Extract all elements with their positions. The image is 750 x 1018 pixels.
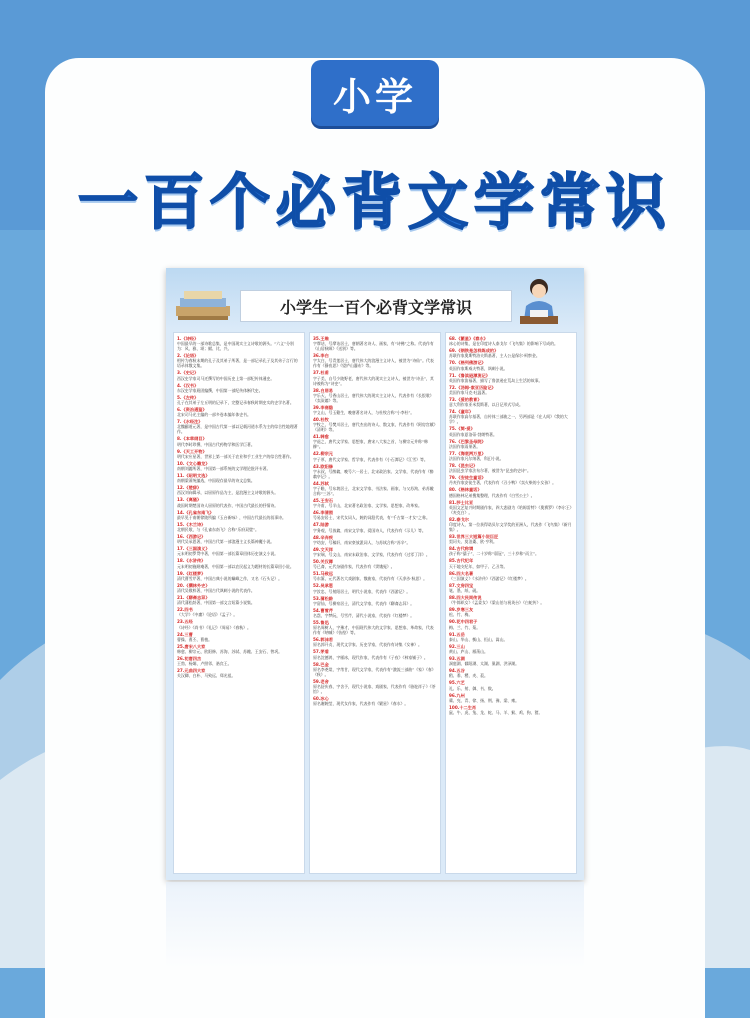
- poster-column-middle: [309, 332, 441, 874]
- poster-entry-body: 洞庭湖、鄱阳湖、太湖、巢湖、洪泽湖。: [449, 661, 520, 667]
- poster-entry-body: 英国作家斯威夫特著，讽刺小说。: [449, 365, 508, 371]
- poster-entry-title: 2.《论语》: [177, 353, 199, 359]
- poster-entry-body: 字子厚，唐代文学家、哲学家，代表作有《小石潭记》《江雪》等。: [313, 456, 428, 462]
- poster-entry: [177, 534, 301, 544]
- poster-entry-title: 44.苏轼: [313, 480, 329, 486]
- poster-entry-title: 56.郭沫若: [313, 637, 333, 643]
- poster-entry: [177, 558, 301, 568]
- poster-entry: [313, 464, 437, 479]
- poster-entry: [177, 656, 301, 666]
- poster-entry: [177, 595, 301, 605]
- poster-entry-body: 美国作家马克·吐温著。: [449, 390, 490, 396]
- poster-column-left: [173, 332, 305, 874]
- poster-entry-body: 明代吴承恩著，中国古代第一部浪漫主义长篇神魔小说。: [177, 539, 275, 545]
- poster-entry: [449, 619, 573, 629]
- poster-entry: [177, 522, 301, 532]
- poster-entry: [449, 534, 573, 544]
- poster-entry-title: 53.蒲松龄: [313, 595, 333, 601]
- poster-entry-title: 18.《水浒传》: [177, 558, 206, 564]
- poster-entry-body: 原名沈德鸿，字雁冰，现代作家，代表作有《子夜》《林家铺子》。: [313, 654, 428, 660]
- poster-entry: [313, 696, 437, 706]
- poster-entry: [177, 419, 301, 434]
- poster-entry-body: 《诗经》《尚书》《礼记》《周易》《春秋》。: [177, 624, 251, 630]
- poster-entry-body: 英国作家夏洛蒂·勃朗特著。: [449, 431, 497, 437]
- poster-entry: [313, 559, 437, 569]
- poster-entry-title: 22.四书: [177, 607, 193, 613]
- poster-entry: [449, 632, 573, 642]
- poster-entry-title: 54.曹雪芹: [313, 607, 333, 613]
- poster-entry-body: 字宋瑞，号文山，南宋末政治家、文学家，代表作有《过零丁洋》。: [313, 552, 430, 558]
- poster-entry-title: 77.《海底两万里》: [449, 450, 486, 456]
- poster-entry-body: 印度诗人，第一位获得诺贝尔文学奖的亚洲人，代表作《飞鸟集》《新月集》。: [449, 522, 572, 533]
- poster-entry-body: 号易安居士，宋代女词人，婉约词派代表，有“千古第一才女”之称。: [313, 515, 430, 521]
- poster-entry-title: 49.文天祥: [313, 546, 333, 552]
- poster-entry-body: 原名周树人，字豫才，中国现代伟大的文学家、思想家、革命家，代表作有《呐喊》《彷徨》等。: [313, 625, 434, 636]
- poster-entry-body: 号已斋，元代杂剧作家，代表作有《窦娥冤》。: [313, 564, 395, 570]
- poster-entry: [449, 693, 573, 703]
- poster-entry: [313, 405, 437, 415]
- poster-entry-title: 41.韩愈: [313, 434, 329, 440]
- poster-entry-body: 西汉刘向辑录，以屈原作品为主，是浪漫主义诗歌的源头。: [177, 490, 279, 496]
- poster-entry: [177, 353, 301, 368]
- poster-entry-title: 76.《巴黎圣母院》: [449, 438, 486, 444]
- poster-entry-title: 4.《汉书》: [177, 382, 199, 388]
- poster-entry: [177, 449, 301, 459]
- books-illustration: [174, 288, 234, 322]
- poster-entry-body: 字介甫，号半山，北宋著名政治家、文学家、思想家、改革家。: [313, 503, 422, 509]
- poster-entry-title: 80.《格林童话》: [449, 487, 482, 493]
- poster-entry-body: 原名舒庆春，字舍予，现代小说家、戏剧家，代表作有《骆驼祥子》《茶馆》。: [313, 684, 436, 695]
- poster-entry-title: 35.王维: [313, 336, 329, 341]
- main-title: 一百个必背文学常识: [78, 168, 672, 238]
- poster-entry-title: 87.文房四宝: [449, 582, 474, 588]
- poster-entry-body: 字留仙，号柳泉居士，清代文学家，代表作《聊斋志异》。: [313, 600, 415, 606]
- poster-entry-body: 《三国演义》《水浒传》《西游记》《红楼梦》。: [449, 575, 529, 581]
- poster-entry-body: 《牛郎织女》《孟姜女》《梁山伯与祝英台》《白蛇传》。: [449, 600, 545, 606]
- poster-entry-title: 38.白居易: [313, 387, 333, 393]
- poster-entry-title: 59.老舍: [313, 678, 329, 684]
- poster-entry-body: 意大利作家亚米契斯著，以日记形式写成。: [449, 402, 523, 408]
- poster-entry: [177, 336, 301, 351]
- poster-entry-body: 稻、黍、稷、麦、菽。: [449, 673, 488, 679]
- poster-entry: [177, 473, 301, 483]
- poster-entry-body: 泰山、华山、衡山、恒山、嵩山。: [449, 636, 508, 642]
- poster-entry: [177, 497, 301, 507]
- poster-entry: [449, 463, 573, 473]
- poster-entry-title: 60.冰心: [313, 696, 329, 702]
- poster-entry: [177, 407, 301, 417]
- poster-entry: [313, 353, 437, 368]
- poster-entry-body: 字义山，号玉谿生，晚唐著名诗人，与杜牧合称“小李杜”。: [313, 410, 415, 416]
- poster-entry: [177, 607, 301, 617]
- poster-entry: [177, 395, 301, 405]
- poster-entry-title: 20.《儒林外史》: [177, 582, 210, 588]
- poster-entry: [313, 370, 437, 385]
- poster-entry-title: 13.《离骚》: [177, 497, 202, 503]
- poster-entry-title: 86.四大名著: [449, 570, 474, 576]
- poster-entry-title: 72.《汤姆·索亚历险记》: [449, 384, 496, 390]
- poster-entry-body: 字子美，自号少陵野老，唐代伟大的现实主义诗人，被誉为“诗圣”，其诗被称为“诗史”。: [313, 375, 434, 386]
- poster-entry: [313, 547, 437, 557]
- poster-entry-title: 52.吴承恩: [313, 583, 333, 589]
- poster-entry-title: 10.《文心雕龙》: [177, 460, 210, 466]
- poster-entry-body: 清代曹雪芹著，中国古典小说的巅峰之作，又名《石头记》。: [177, 575, 283, 581]
- poster-entry: [313, 637, 437, 647]
- poster-entry-body: 相传为春秋末期的孔子及其弟子所著，是一部记录孔子及其弟子言行的语录体散文集。: [177, 358, 298, 369]
- poster-entry-body: 原名郭开贞，现代文学家、历史学家，代表作有诗集《女神》。: [313, 642, 422, 648]
- poster-entry: [449, 571, 573, 581]
- poster-entry-title: 37.杜甫: [313, 370, 329, 376]
- poster-entry: [449, 426, 573, 436]
- poster-entry-title: 27.元曲四大家: [177, 668, 206, 674]
- poster-entry: [449, 705, 573, 715]
- poster-title: 小学生一百个必背文学常识: [240, 290, 512, 322]
- poster-entry-body: 清代吴敬梓著，中国古代讽刺小说的代表作。: [177, 588, 255, 594]
- poster-entry-title: 1.《诗经》: [177, 336, 199, 341]
- poster-entry-body: 字退之，唐代文学家、思想家，唐宋八大家之首，与柳宗元并称“韩柳”。: [313, 439, 428, 450]
- poster-entry-body: 北魏郦道元著，是中国古代第一部以记载河道水系为主的综合性地理著作。: [177, 424, 298, 435]
- poster-entry-title: 5.《左传》: [177, 394, 199, 400]
- poster-entry-title: 23.五经: [177, 619, 193, 625]
- poster-entry-body: 孔子在其弟子左丘明的记录下，完整记录春秋时期史实的史学名著。: [177, 400, 294, 406]
- poster-entry: [449, 656, 573, 666]
- poster-entry-title: 78.《昆虫记》: [449, 463, 478, 469]
- poster-entry-body: 曹操、曹丕、曹植。: [177, 636, 213, 642]
- poster-entry-body: 东汉史学家班固编撰，中国第一部纪传体断代史。: [177, 387, 263, 393]
- poster-entry-title: 25.唐宋八大家: [177, 643, 206, 649]
- poster-entry-title: 93.五湖: [449, 656, 465, 662]
- poster-entry-body: 中国最早的一部诗歌总集，是中国现实主义诗歌的源头。“六义”分别为：风、雅、颂；赋、比、兴。: [177, 341, 294, 352]
- poster-entry-title: 12.《楚辞》: [177, 485, 202, 491]
- poster-entry-title: 74.《童年》: [449, 409, 474, 415]
- poster-entry: [313, 571, 437, 581]
- poster-entry: [313, 388, 437, 403]
- poster-entry-body: 苏联作家奥斯特洛夫斯基著，主人公是保尔·柯察金。: [449, 353, 540, 359]
- poster-entry-body: 战国时期楚国诗人屈原的代表作，中国古代最长的抒情诗。: [177, 502, 279, 508]
- poster-entry-body: 冀、兖、青、徐、扬、荆、豫、梁、雍。: [449, 697, 520, 703]
- poster-entry-body: 法国作家凡尔纳著，科幻小说。: [449, 456, 504, 462]
- poster-entry-body: 梅、兰、竹、菊。: [449, 624, 481, 630]
- poster-entry: [449, 644, 573, 654]
- poster-entry-body: 松、竹、梅。: [449, 612, 473, 618]
- poster-entry-body: 明代李时珍撰，中国古代药物学和医学巨著。: [177, 441, 255, 447]
- poster-entry-body: 孩子称“孺子”，二十岁称“弱冠”，三十岁称“而立”。: [449, 551, 539, 557]
- poster-entry-body: 字汝忠，号射阳居士，明代小说家，代表作《西游记》。: [313, 588, 411, 594]
- poster-entry-title: 40.杜牧: [313, 417, 329, 423]
- poster-entry-title: 92.三山: [449, 643, 465, 649]
- poster-entry-title: 94.五谷: [449, 668, 465, 674]
- poster-entry-title: 58.巴金: [313, 661, 329, 667]
- poster-column-right: [445, 332, 577, 874]
- poster-entry-body: 字永叔，号醉翁，晚号六一居士，北宋政治家、文学家，代表作有《醉翁亭记》。: [313, 468, 434, 479]
- poster-entry: [313, 451, 437, 461]
- poster-entry: [177, 583, 301, 593]
- poster-entry-body: 原名谢婉莹，现代女作家，代表作有《繁星》《春水》。: [313, 701, 409, 707]
- poster-entry-title: 51.马致远: [313, 571, 333, 577]
- poster-entry-body: 王勃、杨炯、卢照邻、骆宾王。: [177, 661, 232, 667]
- poster-entry-title: 6.《资治通鉴》: [177, 407, 207, 413]
- poster-entry: [449, 607, 573, 617]
- poster-entry-title: 82.泰戈尔: [449, 516, 469, 522]
- poster-entry-body: 字太白，号青莲居士，唐代伟大的浪漫主义诗人，被誉为“诗仙”。代表作有《静夜思》《望庐山瀑布》等。: [313, 358, 434, 369]
- poster-entry-title: 48.辛弃疾: [313, 534, 333, 540]
- poster-entry: [313, 336, 437, 351]
- poster-columns: [173, 332, 577, 874]
- poster-entry-body: 法国作家雨果著。: [449, 443, 481, 449]
- poster-entry-title: 73.《爱的教育》: [449, 397, 482, 403]
- reading-girl-illustration: [512, 276, 566, 328]
- poster-entry: [449, 546, 573, 556]
- poster-entry: [313, 662, 437, 677]
- poster-entry-body: 南朝梁萧统编选，中国现存最早的诗文总集。: [177, 478, 255, 484]
- poster-entry: [313, 498, 437, 508]
- poster-entry-title: 91.五岳: [449, 631, 465, 637]
- poster-entry-body: 字幼安，号稼轩，南宋豪放派词人，与苏轼合称“苏辛”。: [313, 539, 411, 545]
- poster-entry-title: 75.《简·爱》: [449, 426, 475, 432]
- poster-entry-title: 45.王安石: [313, 498, 333, 504]
- poster-entry-body: 西汉史学家司马迁撰写的中国历史上第一部纪传体通史。: [177, 375, 275, 381]
- poster-entry-body: 契诃夫、莫泊桑、欧·亨利。: [449, 539, 497, 545]
- poster-entry-title: 96.九州: [449, 692, 465, 698]
- poster-entry-title: 19.《红楼梦》: [177, 570, 206, 576]
- poster-entry-body: 北朝民歌，与《孔雀东南飞》合称“乐府双璧”。: [177, 527, 259, 533]
- poster-entry-title: 81.莎士比亚: [449, 499, 474, 505]
- poster-entry: [177, 546, 301, 556]
- poster-entry: [449, 373, 573, 383]
- poster-entry-body: 法国昆虫学家法布尔著，被誉为“昆虫的史诗”。: [449, 468, 531, 474]
- poster-entry: [449, 409, 573, 424]
- poster-entry-title: 47.陆游: [313, 522, 329, 528]
- poster-entry: [449, 385, 573, 395]
- poster-entry: [177, 485, 301, 495]
- poster-entry-title: 85.古代纪年: [449, 558, 474, 564]
- poster-entry-title: 26.初唐四杰: [177, 656, 202, 662]
- poster-entry-title: 79.《安徒生童话》: [449, 475, 486, 481]
- poster-entry: [177, 383, 301, 393]
- poster-entry-body: 原名李尧棠，字芾甘，现代文学家，代表作有“激流三部曲”《家》《春》《秋》。: [313, 666, 436, 677]
- poster-entry-title: 21.《聊斋志异》: [177, 595, 210, 601]
- poster-entry-body: 英国文艺复兴时期剧作家，四大悲剧为《哈姆雷特》《奥赛罗》《李尔王》《麦克白》。: [449, 504, 572, 515]
- poster-entry-body: 最早见于南朝徐陵所编《玉台新咏》，中国古代最长的叙事诗。: [177, 514, 286, 520]
- poster-entry: [313, 535, 437, 545]
- poster-entry-body: 鼠、牛、虎、兔、龙、蛇、马、羊、猴、鸡、狗、猪。: [449, 710, 543, 716]
- poster-entry-title: 24.三曹: [177, 631, 193, 637]
- poster-entry-title: 84.古代称谓: [449, 546, 474, 552]
- poster-entry-body: 英国作家笛福著，描写了鲁滨逊在荒岛上生活的故事。: [449, 377, 543, 383]
- poster-entry-title: 14.《孔雀东南飞》: [177, 509, 214, 515]
- poster-reflection: [166, 882, 584, 968]
- poster-entry-body: 黄山、庐山、雁荡山。: [449, 649, 488, 655]
- poster-entry: [313, 510, 437, 520]
- poster-entry-title: 68.《繁星》《春水》: [449, 336, 488, 341]
- poster-entry-title: 69.《钢铁是怎样炼成的》: [449, 348, 499, 354]
- poster-entry: [313, 649, 437, 659]
- poster-entry: [449, 500, 573, 515]
- poster-entry: [177, 510, 301, 520]
- poster-entry: [449, 360, 573, 370]
- poster-entry-body: 字摩诘，号摩诘居士，唐朝著名诗人、画家，有“诗佛”之称。代表作有《山居秋暝》《送别》等。: [313, 341, 434, 352]
- poster-entry-title: 71.《鲁滨逊漂流记》: [449, 372, 490, 378]
- poster-entry-body: 字务观，号放翁，南宋文学家、爱国诗人，代表作有《示儿》等。: [313, 527, 426, 533]
- poster-entry-title: 16.《西游记》: [177, 534, 206, 540]
- poster-entry: [313, 583, 437, 593]
- poster-entry-body: 元末明初罗贯中著，中国第一部长篇章回体历史演义小说。: [177, 551, 279, 557]
- poster-entry-body: 号东篱，元代著名大戏剧家、散曲家，代表作有《天净沙·秋思》。: [313, 576, 428, 582]
- poster-entry-body: 名霑，字梦阮，号雪芹，清代小说家，代表作《红楼梦》。: [313, 613, 415, 619]
- poster-entry-title: 39.李商隐: [313, 404, 333, 410]
- poster-entry: [449, 348, 573, 358]
- poster-entry: [177, 571, 301, 581]
- poster-entry: [177, 461, 301, 471]
- poster-entry-title: 9.《天工开物》: [177, 448, 207, 454]
- poster-entry-title: 7.《水经注》: [177, 419, 203, 425]
- poster-entry: [449, 475, 573, 485]
- poster-entry-title: 8.《本草纲目》: [177, 436, 207, 442]
- poster-entry-body: 韩愈、柳宗元、欧阳修、苏洵、苏轼、苏辙、王安石、曾巩。: [177, 649, 283, 655]
- poster-entry-body: 字牧之，号樊川居士，唐代杰出的诗人、散文家，代表作有《阿房宫赋》《清明》等。: [313, 422, 436, 433]
- poster-entry-title: 100.十二生肖: [449, 704, 477, 710]
- poster-entry: [177, 619, 301, 629]
- poster-entry-title: 88.四大民间传说: [449, 595, 482, 601]
- poster-entry-body: 南朝刘勰所著，中国第一部系统的文学理论批评专著。: [177, 466, 271, 472]
- poster-entry-body: 关汉卿、白朴、马致远、郑光祖。: [177, 673, 236, 679]
- poster-entry: [313, 608, 437, 618]
- poster-entry: [177, 436, 301, 446]
- poster-entry-body: 北宋司马光主编的一部多卷本编年体史书。: [177, 412, 251, 418]
- poster-entry-title: 95.六艺: [449, 680, 465, 686]
- poster-entry-title: 3.《史记》: [177, 370, 199, 376]
- poster-entry: [449, 680, 573, 690]
- poster: [166, 268, 584, 880]
- poster-entry: [313, 596, 437, 606]
- poster-entry: [449, 451, 573, 461]
- poster-entry-body: 礼、乐、射、御、书、数。: [449, 685, 496, 691]
- poster-entry: [449, 336, 573, 346]
- poster-entry-body: 明代宋应星著，世界上第一部关于农业和手工业生产的综合性著作。: [177, 453, 294, 459]
- poster-entry-title: 43.欧阳修: [313, 463, 333, 469]
- poster-entry-body: 冰心的诗集，是在印度诗人泰戈尔《飞鸟集》的影响下写成的。: [449, 341, 558, 347]
- poster-entry: [449, 583, 573, 593]
- poster-entry: [449, 558, 573, 568]
- poster-entry: [177, 644, 301, 654]
- poster-entry-body: 字子瞻，号东坡居士，北宋文学家、书法家、画家，与父苏洵、弟苏辙合称“三苏”。: [313, 486, 434, 497]
- poster-entry-title: 50.关汉卿: [313, 559, 333, 565]
- poster-entry-title: 11.《昭明文选》: [177, 473, 210, 479]
- grade-badge: 小学: [311, 60, 439, 126]
- poster-entry: [313, 481, 437, 496]
- poster-entry-body: 字乐天，号香山居士，唐代伟大的现实主义诗人，代表作有《长恨歌》《卖炭翁》等。: [313, 392, 434, 403]
- poster-entry-body: 清代蒲松龄著，中国第一部文言短篇小说集。: [177, 600, 255, 606]
- poster-entry: [313, 679, 437, 694]
- poster-entry: [313, 434, 437, 449]
- poster-entry-title: 70.《格列佛游记》: [449, 360, 486, 366]
- poster-entry: [177, 370, 301, 380]
- poster-entry: [449, 668, 573, 678]
- poster-entry-body: 苏联作家高尔基著，自传体三部曲之一，另两部是《在人间》《我的大学》。: [449, 414, 568, 425]
- poster-entry-title: 83.世界三大短篇小说巨匠: [449, 534, 499, 540]
- poster-entry-body: 丹麦作家安徒生著，代表作有《丑小鸭》《卖火柴的小女孩》。: [449, 480, 556, 486]
- poster-entry-title: 46.李清照: [313, 510, 333, 516]
- poster-entry: [313, 522, 437, 532]
- poster-entry-body: 天干地支纪年，如甲子、乙丑等。: [449, 563, 508, 569]
- poster-entry: [449, 595, 573, 605]
- poster-entry-title: 42.柳宗元: [313, 451, 333, 457]
- poster-entry-title: 15.《木兰诗》: [177, 521, 206, 527]
- poster-entry-title: 36.李白: [313, 353, 329, 359]
- poster-entry-body: 德国格林兄弟搜集整理，代表作有《白雪公主》。: [449, 492, 535, 498]
- poster-entry-body: 元末明初施耐庵著，中国第一部以农民起义为题材的长篇章回小说。: [177, 563, 294, 569]
- poster-entry: [449, 439, 573, 449]
- poster-entry-title: 89.岁寒三友: [449, 607, 474, 613]
- poster-entry: [313, 417, 437, 432]
- poster-entry-title: 55.鲁迅: [313, 620, 329, 626]
- poster-entry-body: 《大学》《中庸》《论语》《孟子》。: [177, 612, 238, 618]
- poster-entry-title: 90.花中四君子: [449, 619, 478, 625]
- poster-entry: [449, 517, 573, 532]
- poster-entry-body: 笔、墨、纸、砚。: [449, 588, 481, 594]
- poster-entry: [177, 632, 301, 642]
- poster-entry: [313, 620, 437, 635]
- poster-entry: [449, 487, 573, 497]
- poster-entry-title: 57.茅盾: [313, 649, 329, 655]
- poster-entry-title: 17.《三国演义》: [177, 546, 210, 552]
- poster-entry: [177, 668, 301, 678]
- poster-entry: [449, 397, 573, 407]
